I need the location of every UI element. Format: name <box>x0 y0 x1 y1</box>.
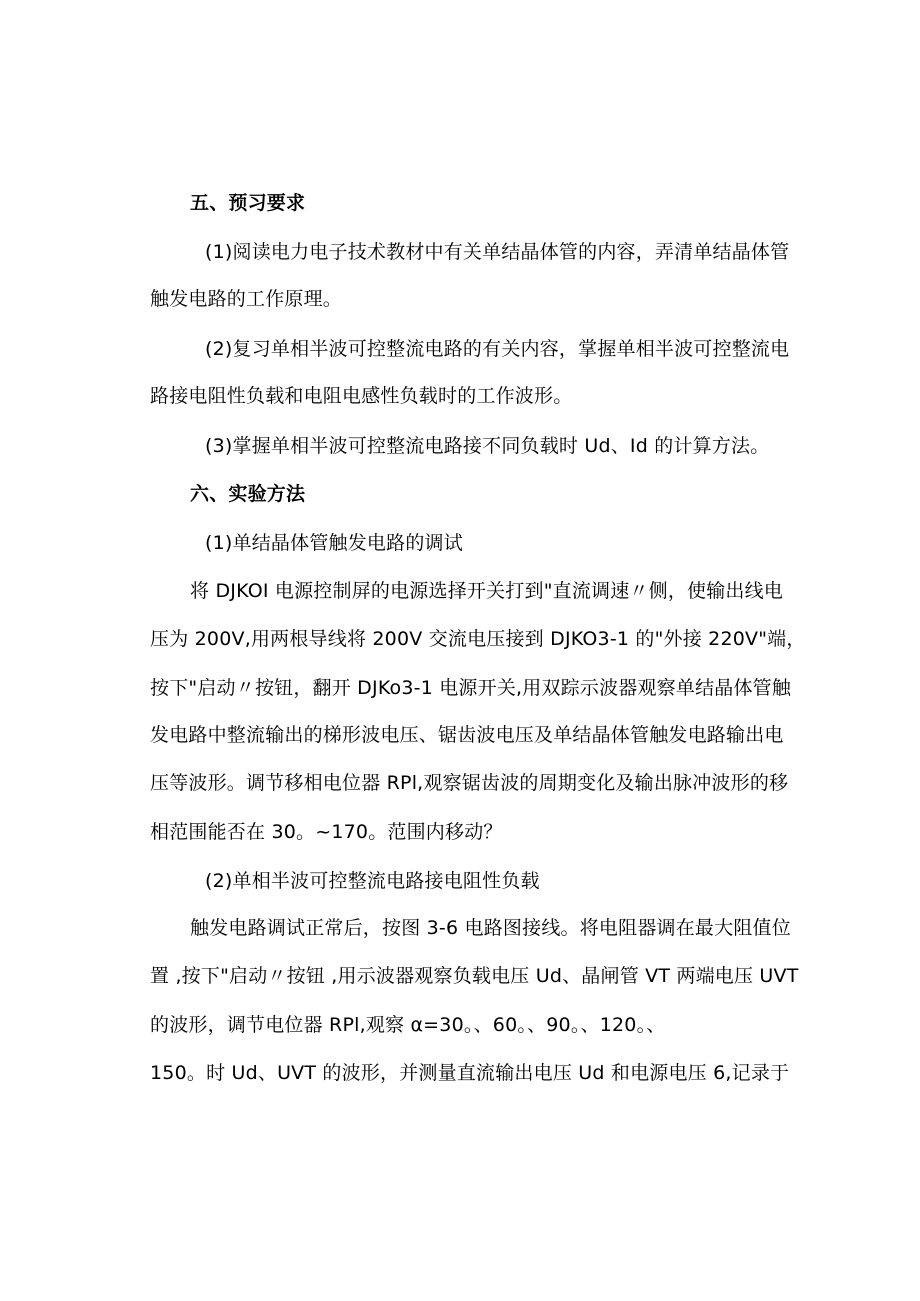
paragraph-line: (3)掌握单相半波可控整流电路接不同负载时 Ud、Id 的计算方法。 <box>205 435 770 457</box>
paragraph-line: 的波形，调节电位器 RPl,观察 α=30。、60。、90。、120。、 <box>150 1014 666 1036</box>
subsection-title: (1)单结晶体管触发电路的调试 <box>205 532 463 554</box>
section-heading-experiment-method: 六、实验方法 <box>190 483 306 505</box>
paragraph-line: 将 DJKOI 电源控制屏的电源选择开关打到"直流调速〃侧，使输出线电 <box>190 580 784 602</box>
paragraph-line: 触发电路调试正常后，按图 3-6 电路图接线。将电阻器调在最大阻值位 <box>190 917 791 939</box>
subsection-title: (2)单相半波可控整流电路接电阻性负载 <box>205 870 540 892</box>
paragraph-line: 压等波形。调节移相电位器 RPl,观察锯齿波的周期变化及输出脉冲波形的移 <box>150 772 789 794</box>
paragraph-line: 相范围能否在 30。~170。范围内移动？ <box>150 821 503 843</box>
section-heading-preview-requirements: 五、预习要求 <box>190 192 306 214</box>
paragraph-line: 置 ,按下"启动〃按钮 ,用示波器观察负载电压 Ud、晶闸管 VT 两端电压 UVT <box>150 965 799 987</box>
paragraph-line: 路接电阻性负载和电阻电感性负载时的工作波形。 <box>150 385 573 407</box>
paragraph-line: 压为 200V,用两根导线将 200V 交流电压接到 DJKO3-1 的"外接 220V"端， <box>150 628 806 650</box>
paragraph-line: (1)阅读电力电子技术教材中有关单结晶体管的内容，弄清单结晶体管 <box>205 241 790 263</box>
paragraph-line: 发电路中整流输出的梯形波电压、锯齿波电压及单结晶体管触发电路输出电 <box>150 724 784 746</box>
paragraph-line: 150。时 Ud、UVT 的波形，并测量直流输出电压 Ud 和电源电压 6,记录于 <box>150 1062 790 1084</box>
paragraph-line: (2)复习单相半波可控整流电路的有关内容，掌握单相半波可控整流电 <box>205 338 790 360</box>
paragraph-line: 按下"启动〃按钮，翻开 DJKo3-1 电源开关,用双踪示波器观察单结晶体管触 <box>150 677 792 699</box>
paragraph-line: 触发电路的工作原理。 <box>150 288 343 310</box>
